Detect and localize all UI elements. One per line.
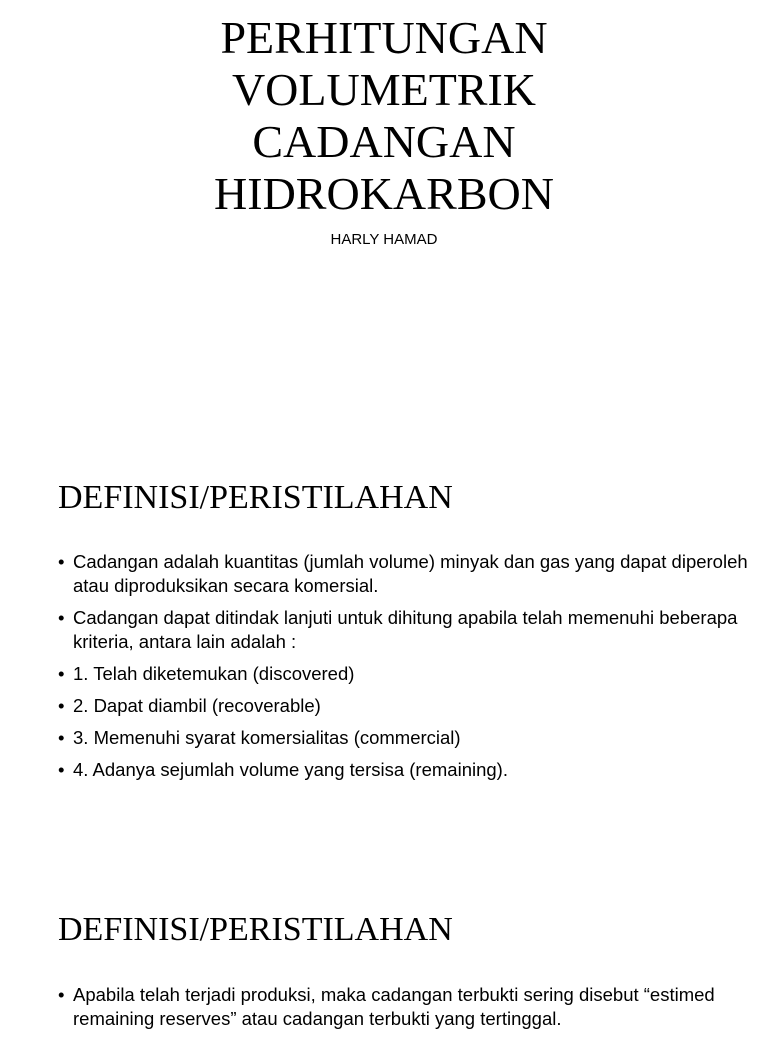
list-item-text: Apabila telah terjadi produksi, maka cadangan terbukti sering disebut “estimed remaining reserves” atau cadangan terbukti yang tertinggal.: [73, 984, 715, 1029]
slide-heading: DEFINISI/PERISTILAHAN: [58, 479, 453, 516]
definition-slide-continued: [0, 864, 768, 1029]
title-line: PERHITUNGAN: [220, 12, 548, 63]
list-item: [58, 550, 748, 598]
title-line: CADANGAN: [252, 116, 516, 167]
title-slide: [0, 0, 768, 300]
list-item-text: 3. Memenuhi syarat komersialitas (commercial): [73, 727, 461, 748]
list-item-text: Cadangan dapat ditindak lanjuti untuk dihitung apabila telah memenuhi beberapa kriteria, antara lain adalah :: [73, 607, 738, 652]
list-item: [58, 662, 748, 686]
list-item: [58, 694, 748, 718]
bullet-icon: •: [58, 551, 65, 572]
slide-title: [0, 12, 768, 220]
list-item: [58, 758, 748, 782]
list-item-text: 1. Telah diketemukan (discovered): [73, 663, 355, 684]
bullet-icon: •: [58, 695, 65, 716]
bullet-icon: •: [58, 984, 65, 1005]
bullet-icon: •: [58, 607, 65, 628]
bullet-icon: •: [58, 759, 65, 780]
bullet-list: [58, 550, 748, 790]
list-item-text: Cadangan adalah kuantitas (jumlah volume) minyak dan gas yang dapat diperoleh atau diproduksikan secara komersial.: [73, 551, 748, 596]
title-line: HIDROKARBON: [214, 168, 554, 219]
list-item: [58, 606, 748, 654]
slide-heading: DEFINISI/PERISTILAHAN: [58, 911, 453, 948]
bullet-icon: •: [58, 727, 65, 748]
title-line: VOLUMETRIK: [231, 64, 537, 115]
author-name: HARLY HAMAD: [330, 231, 438, 248]
list-item-text: 4. Adanya sejumlah volume yang tersisa (remaining).: [73, 759, 508, 780]
definition-slide: [0, 432, 768, 864]
bullet-icon: •: [58, 663, 65, 684]
list-item-text: 2. Dapat diambil (recoverable): [73, 695, 321, 716]
bullet-list: [58, 983, 748, 1039]
list-item: [58, 726, 748, 750]
